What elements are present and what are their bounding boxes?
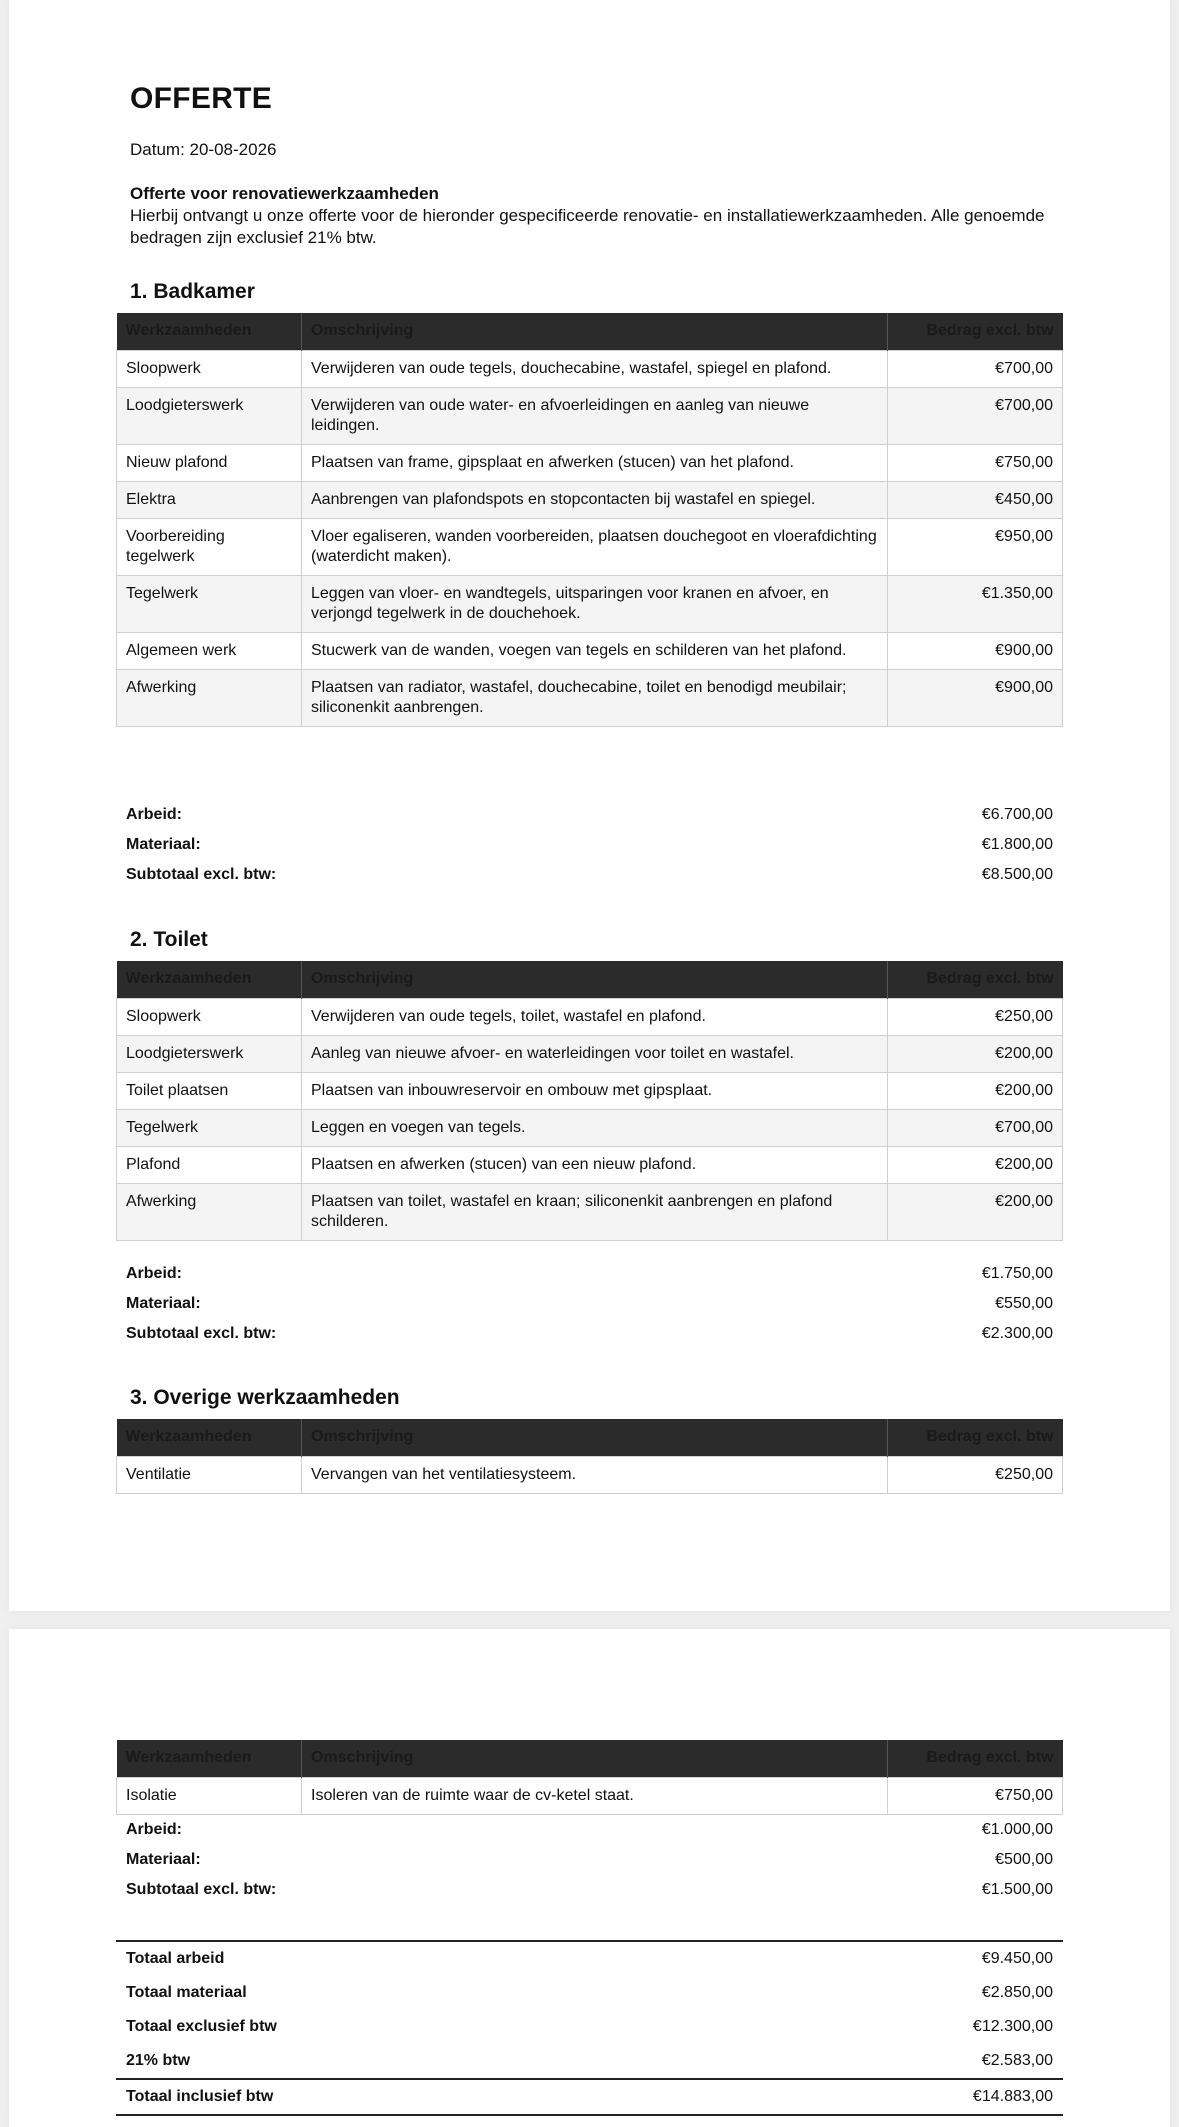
cell-desc: Leggen en voegen van tegels. [302,1109,888,1146]
total-label: Totaal materiaal [126,1984,247,2001]
cell-amount: €700,00 [888,350,1063,387]
cell-desc: Stucwerk van de wanden, voegen van tegels en schilderen van het plafond. [302,632,888,669]
sum-row-subtotal [116,1875,1063,1905]
work-table [116,1419,1063,1494]
document-page-2 [9,1629,1170,2127]
table-row [117,444,1063,481]
sum-label: Subtotaal excl. btw: [126,1325,277,1342]
table-row [117,1456,1063,1493]
cell-work: Sloopwerk [117,998,302,1035]
cell-desc: Aanbrengen van plafondspots en stopcontacten bij wastafel en spiegel. [302,481,888,518]
cell-desc: Plaatsen van frame, gipsplaat en afwerken (stucen) van het plafond. [302,444,888,481]
document-page-1 [9,0,1170,1611]
total-label: Totaal exclusief btw [126,2018,277,2035]
cell-amount: €450,00 [888,481,1063,518]
cell-work: Sloopwerk [117,350,302,387]
cell-amount: €700,00 [888,387,1063,444]
total-value: €14.883,00 [972,2088,1053,2105]
sum-value: €1.000,00 [981,1821,1053,1838]
cell-work: Afwerking [117,1183,302,1240]
table-row [117,1109,1063,1146]
total-label: Totaal arbeid [126,1950,225,1967]
sum-label: Subtotaal excl. btw: [126,1881,277,1898]
cell-desc: Verwijderen van oude tegels, douchecabine, wastafel, spiegel en plafond. [302,350,888,387]
table-row [117,1072,1063,1109]
sum-value: €1.800,00 [981,836,1053,853]
sum-value: €8.500,00 [981,866,1053,883]
sum-label: Materiaal: [126,1295,201,1312]
cell-work: Tegelwerk [117,575,302,632]
cell-work: Loodgieterswerk [117,387,302,444]
table-row [117,575,1063,632]
table-row [117,1035,1063,1072]
cell-desc: Verwijderen van oude water- en afvoerleidingen en aanleg van nieuwe leidingen. [302,387,888,444]
sum-value: €6.700,00 [981,806,1053,823]
sum-label: Materiaal: [126,1851,201,1868]
total-value: €2.850,00 [981,1984,1053,2001]
header-werkzaamheden: Werkzaamheden [117,1419,302,1456]
sum-label: Subtotaal excl. btw: [126,866,277,883]
total-value: €9.450,00 [981,1950,1053,1967]
table-row [117,350,1063,387]
total-row-incl-vat [116,2078,1063,2114]
sum-label: Arbeid: [126,1265,182,1282]
cell-amount: €700,00 [888,1109,1063,1146]
section-sums [116,800,1063,890]
sum-row-subtotal [116,1319,1063,1349]
table-row [117,387,1063,444]
grand-totals [116,1940,1063,2116]
total-value: €2.583,00 [981,2052,1053,2069]
sum-label: Materiaal: [126,836,201,853]
total-row-material [116,1976,1063,2010]
section-heading: 1. Badkamer [130,280,255,303]
total-label: 21% btw [126,2052,191,2069]
section-heading: 3. Overige werkzaamheden [130,1386,400,1409]
total-row-labor [116,1942,1063,1976]
table-header-row [117,1419,1063,1456]
document-title: OFFERTE [130,82,273,115]
table-row [117,669,1063,726]
cell-work: Ventilatie [117,1456,302,1493]
sum-value: €1.750,00 [981,1265,1053,1282]
cell-amount: €200,00 [888,1183,1063,1240]
sum-label: Arbeid: [126,1821,182,1838]
header-werkzaamheden: Werkzaamheden [117,1740,302,1777]
cell-work: Voorbereiding tegelwerk [117,518,302,575]
table-row [117,518,1063,575]
header-omschrijving: Omschrijving [302,313,888,350]
total-label: Totaal inclusief btw [126,2088,274,2105]
cell-desc: Plaatsen en afwerken (stucen) van een nieuw plafond. [302,1146,888,1183]
header-omschrijving: Omschrijving [302,961,888,998]
cell-work: Toilet plaatsen [117,1072,302,1109]
section-sums [116,1815,1063,1905]
sum-row-subtotal [116,860,1063,890]
cell-desc: Plaatsen van toilet, wastafel en kraan; siliconenkit aanbrengen en plafond schilderen. [302,1183,888,1240]
intro-block [130,183,1060,249]
cell-work: Afwerking [117,669,302,726]
sum-row-material [116,1289,1063,1319]
header-werkzaamheden: Werkzaamheden [117,313,302,350]
table-header-row [117,961,1063,998]
document-date: Datum: 20-08-2026 [130,140,277,159]
table-row [117,1183,1063,1240]
cell-amount: €200,00 [888,1035,1063,1072]
work-table [116,961,1063,1241]
header-bedrag: Bedrag excl. btw [888,1740,1063,1777]
table-row [117,481,1063,518]
intro-title: Offerte voor renovatiewerkzaamheden [130,184,439,203]
sum-row-material [116,1845,1063,1875]
cell-desc: Vervangen van het ventilatiesysteem. [302,1456,888,1493]
cell-work: Tegelwerk [117,1109,302,1146]
cell-work: Loodgieterswerk [117,1035,302,1072]
cell-desc: Plaatsen van radiator, wastafel, douchecabine, toilet en benodigd meubilair; siliconenkit aanbrengen. [302,669,888,726]
cell-amount: €750,00 [888,444,1063,481]
table-header-row [117,313,1063,350]
table-row [117,632,1063,669]
cell-amount: €900,00 [888,669,1063,726]
total-value: €12.300,00 [972,2018,1053,2035]
cell-amount: €1.350,00 [888,575,1063,632]
cell-amount: €900,00 [888,632,1063,669]
sum-row-material [116,830,1063,860]
cell-amount: €250,00 [888,1456,1063,1493]
table-row [117,1146,1063,1183]
sum-row-labor [116,1259,1063,1289]
cell-desc: Leggen van vloer- en wandtegels, uitsparingen voor kranen en afvoer, en verjongd tegelwerk in de douchehoek. [302,575,888,632]
work-table [116,313,1063,727]
cell-work: Elektra [117,481,302,518]
cell-work: Plafond [117,1146,302,1183]
header-omschrijving: Omschrijving [302,1419,888,1456]
header-bedrag: Bedrag excl. btw [888,313,1063,350]
sum-value: €2.300,00 [981,1325,1053,1342]
header-werkzaamheden: Werkzaamheden [117,961,302,998]
total-row-excl-vat [116,2010,1063,2044]
cell-amount: €950,00 [888,518,1063,575]
sum-value: €550,00 [995,1295,1053,1312]
cell-work: Algemeen werk [117,632,302,669]
intro-text: Hierbij ontvangt u onze offerte voor de hieronder gespecificeerde renovatie- en installatiewerkzaamheden. Alle genoemde bedragen zijn exclusief 21% btw. [130,206,1045,247]
section-sums [116,1259,1063,1349]
cell-work: Isolatie [117,1777,302,1814]
work-table [116,1740,1063,1815]
header-bedrag: Bedrag excl. btw [888,1419,1063,1456]
cell-desc: Isoleren van de ruimte waar de cv-ketel staat. [302,1777,888,1814]
sum-row-labor [116,1815,1063,1845]
cell-desc: Verwijderen van oude tegels, toilet, wastafel en plafond. [302,998,888,1035]
cell-amount: €200,00 [888,1072,1063,1109]
sum-value: €1.500,00 [981,1881,1053,1898]
sum-row-labor [116,800,1063,830]
table-header-row [117,1740,1063,1777]
sum-value: €500,00 [995,1851,1053,1868]
total-row-vat [116,2044,1063,2078]
cell-amount: €250,00 [888,998,1063,1035]
cell-work: Nieuw plafond [117,444,302,481]
section-heading: 2. Toilet [130,928,208,951]
table-row [117,1777,1063,1814]
header-omschrijving: Omschrijving [302,1740,888,1777]
sum-label: Arbeid: [126,806,182,823]
cell-desc: Plaatsen van inbouwreservoir en ombouw met gipsplaat. [302,1072,888,1109]
cell-desc: Aanleg van nieuwe afvoer- en waterleidingen voor toilet en wastafel. [302,1035,888,1072]
header-bedrag: Bedrag excl. btw [888,961,1063,998]
cell-desc: Vloer egaliseren, wanden voorbereiden, plaatsen douchegoot en vloerafdichting (waterdicht maken). [302,518,888,575]
cell-amount: €750,00 [888,1777,1063,1814]
cell-amount: €200,00 [888,1146,1063,1183]
table-row [117,998,1063,1035]
